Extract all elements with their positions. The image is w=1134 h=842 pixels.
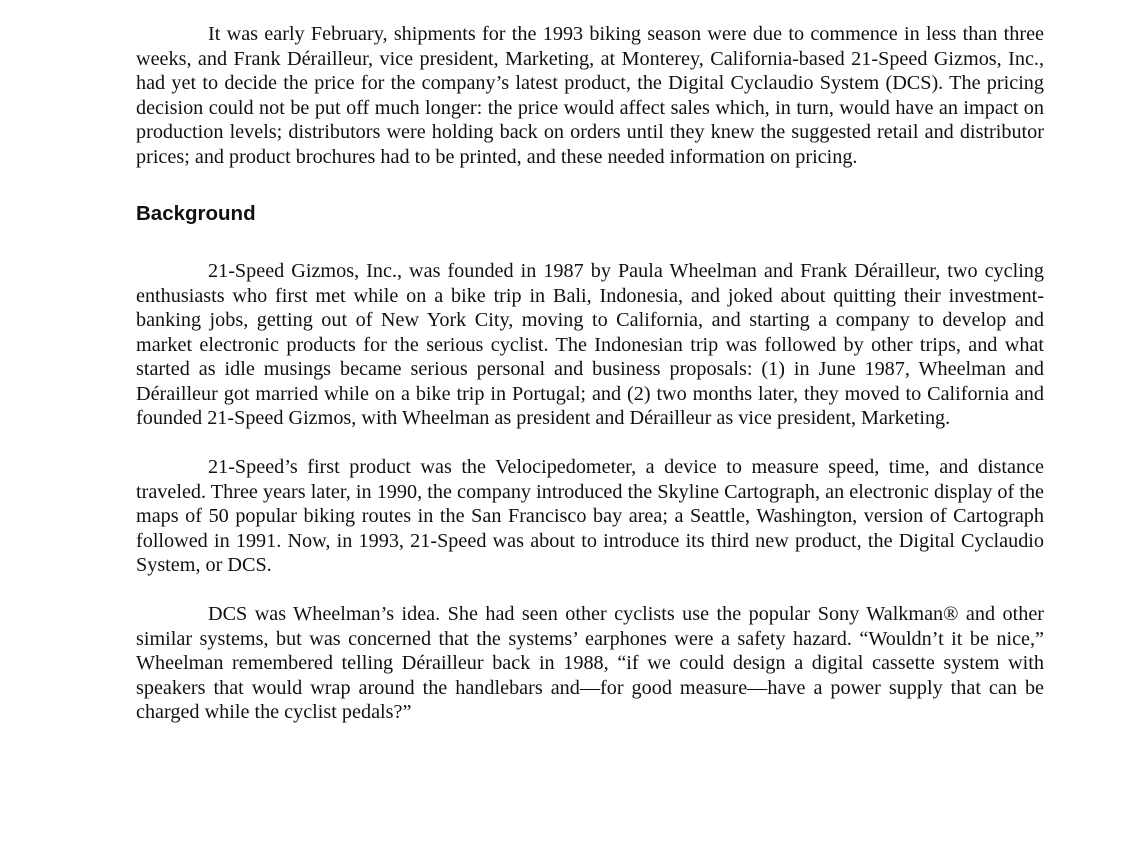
background-paragraph-2: 21-Speed’s first product was the Velocipedometer, a device to measure speed, time, and distance traveled. Three years later, in 1990, the company introduced the Skyline Cartograph, an electronic display of the maps of 50 popular biking routes in the San Francisco bay area; a Seattle, Washington, version of Cartograph followed in 1991. Now, in 1993, 21-Speed was about to introduce its third new product, the Digital Cyclaudio System, or DCS. — [136, 456, 1044, 576]
intro-paragraph: It was early February, shipments for the 1993 biking season were due to commence in less than three weeks, and Frank Dérailleur, vice president, Marketing, at Monterey, California-based 21-Speed Gizmos, Inc., had yet to decide the price for the company’s latest product, the Digital Cyclaudio System (DCS). The pricing decision could not be put off much longer: the price would affect sales which, in turn, would have an impact on production levels; distributors were holding back on orders until they knew the suggested retail and distributor prices; and product brochures had to be printed, and these needed information on pricing. — [136, 23, 1044, 168]
document-page — [136, 22, 1044, 725]
background-paragraph-1: 21-Speed Gizmos, Inc., was founded in 1987 by Paula Wheelman and Frank Dérailleur, two cycling enthusiasts who first met while on a bike trip in Bali, Indonesia, and joked about quitting their investment-banking jobs, getting out of New York City, moving to California, and starting a company to develop and market electronic products for the serious cyclist. The Indonesian trip was followed by other trips, and what started as idle musings became serious personal and business proposals: (1) in June 1987, Wheelman and Dérailleur got married while on a bike trip in Portugal; and (2) two months later, they moved to California and founded 21-Speed Gizmos, with Wheelman as president and Dérailleur as vice president, Marketing. — [136, 260, 1044, 429]
background-paragraph-3: DCS was Wheelman’s idea. She had seen other cyclists use the popular Sony Walkman® and other similar systems, but was concerned that the systems’ earphones were a safety hazard. “Wouldn’t it be nice,” Wheelman remembered telling Dérailleur back in 1988, “if we could design a digital cassette system with speakers that would wrap around the handlebars and—for good measure—have a power supply that can be charged while the cyclist pedals?” — [136, 603, 1044, 723]
section-heading-background: Background — [136, 202, 256, 225]
